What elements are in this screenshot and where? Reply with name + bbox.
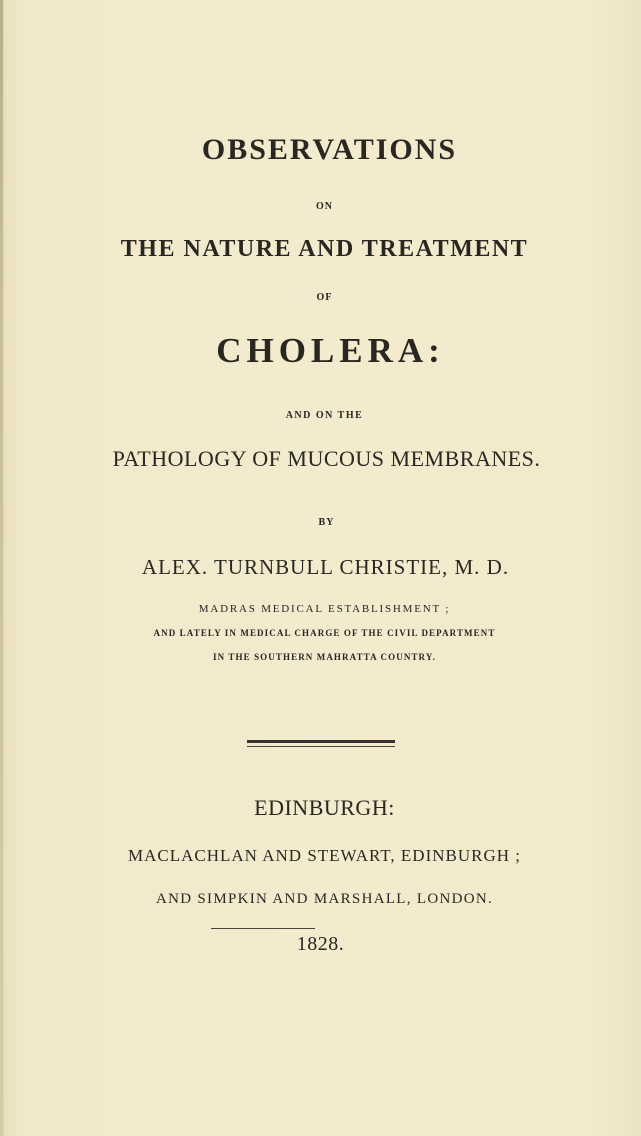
divider-rule-thin xyxy=(247,746,395,747)
connector-of: OF xyxy=(316,292,333,303)
divider-rule-thick xyxy=(247,740,395,743)
author-affiliation-1: MADRAS MEDICAL ESTABLISHMENT ; xyxy=(198,603,451,615)
year-rule xyxy=(211,928,315,929)
author-affiliation-2: AND LATELY IN MEDICAL CHARGE OF THE CIVIL DEPARTMENT xyxy=(153,628,496,638)
book-second-subject: PATHOLOGY OF MUCOUS MEMBRANES. xyxy=(112,446,541,471)
publisher-line-1: MACLACHLAN AND STEWART, EDINBURGH ; xyxy=(127,846,522,865)
author-name: ALEX. TURNBULL CHRISTIE, M. D. xyxy=(141,555,510,579)
book-subject: THE NATURE AND TREATMENT xyxy=(120,236,529,262)
book-title: OBSERVATIONS xyxy=(201,133,458,166)
publication-place: EDINBURGH: xyxy=(254,795,395,820)
connector-on: ON xyxy=(316,201,333,212)
publisher-line-2: AND SIMPKIN AND MARSHALL, LONDON. xyxy=(155,891,494,907)
author-affiliation-3: IN THE SOUTHERN MAHRATTA COUNTRY. xyxy=(213,652,436,662)
connector-and-on-the: AND ON THE xyxy=(285,410,364,421)
publication-year: 1828. xyxy=(296,933,345,955)
connector-by: BY xyxy=(318,517,335,528)
page-edge-shadow xyxy=(0,0,3,1136)
book-disease: CHOLERA: xyxy=(216,331,445,370)
